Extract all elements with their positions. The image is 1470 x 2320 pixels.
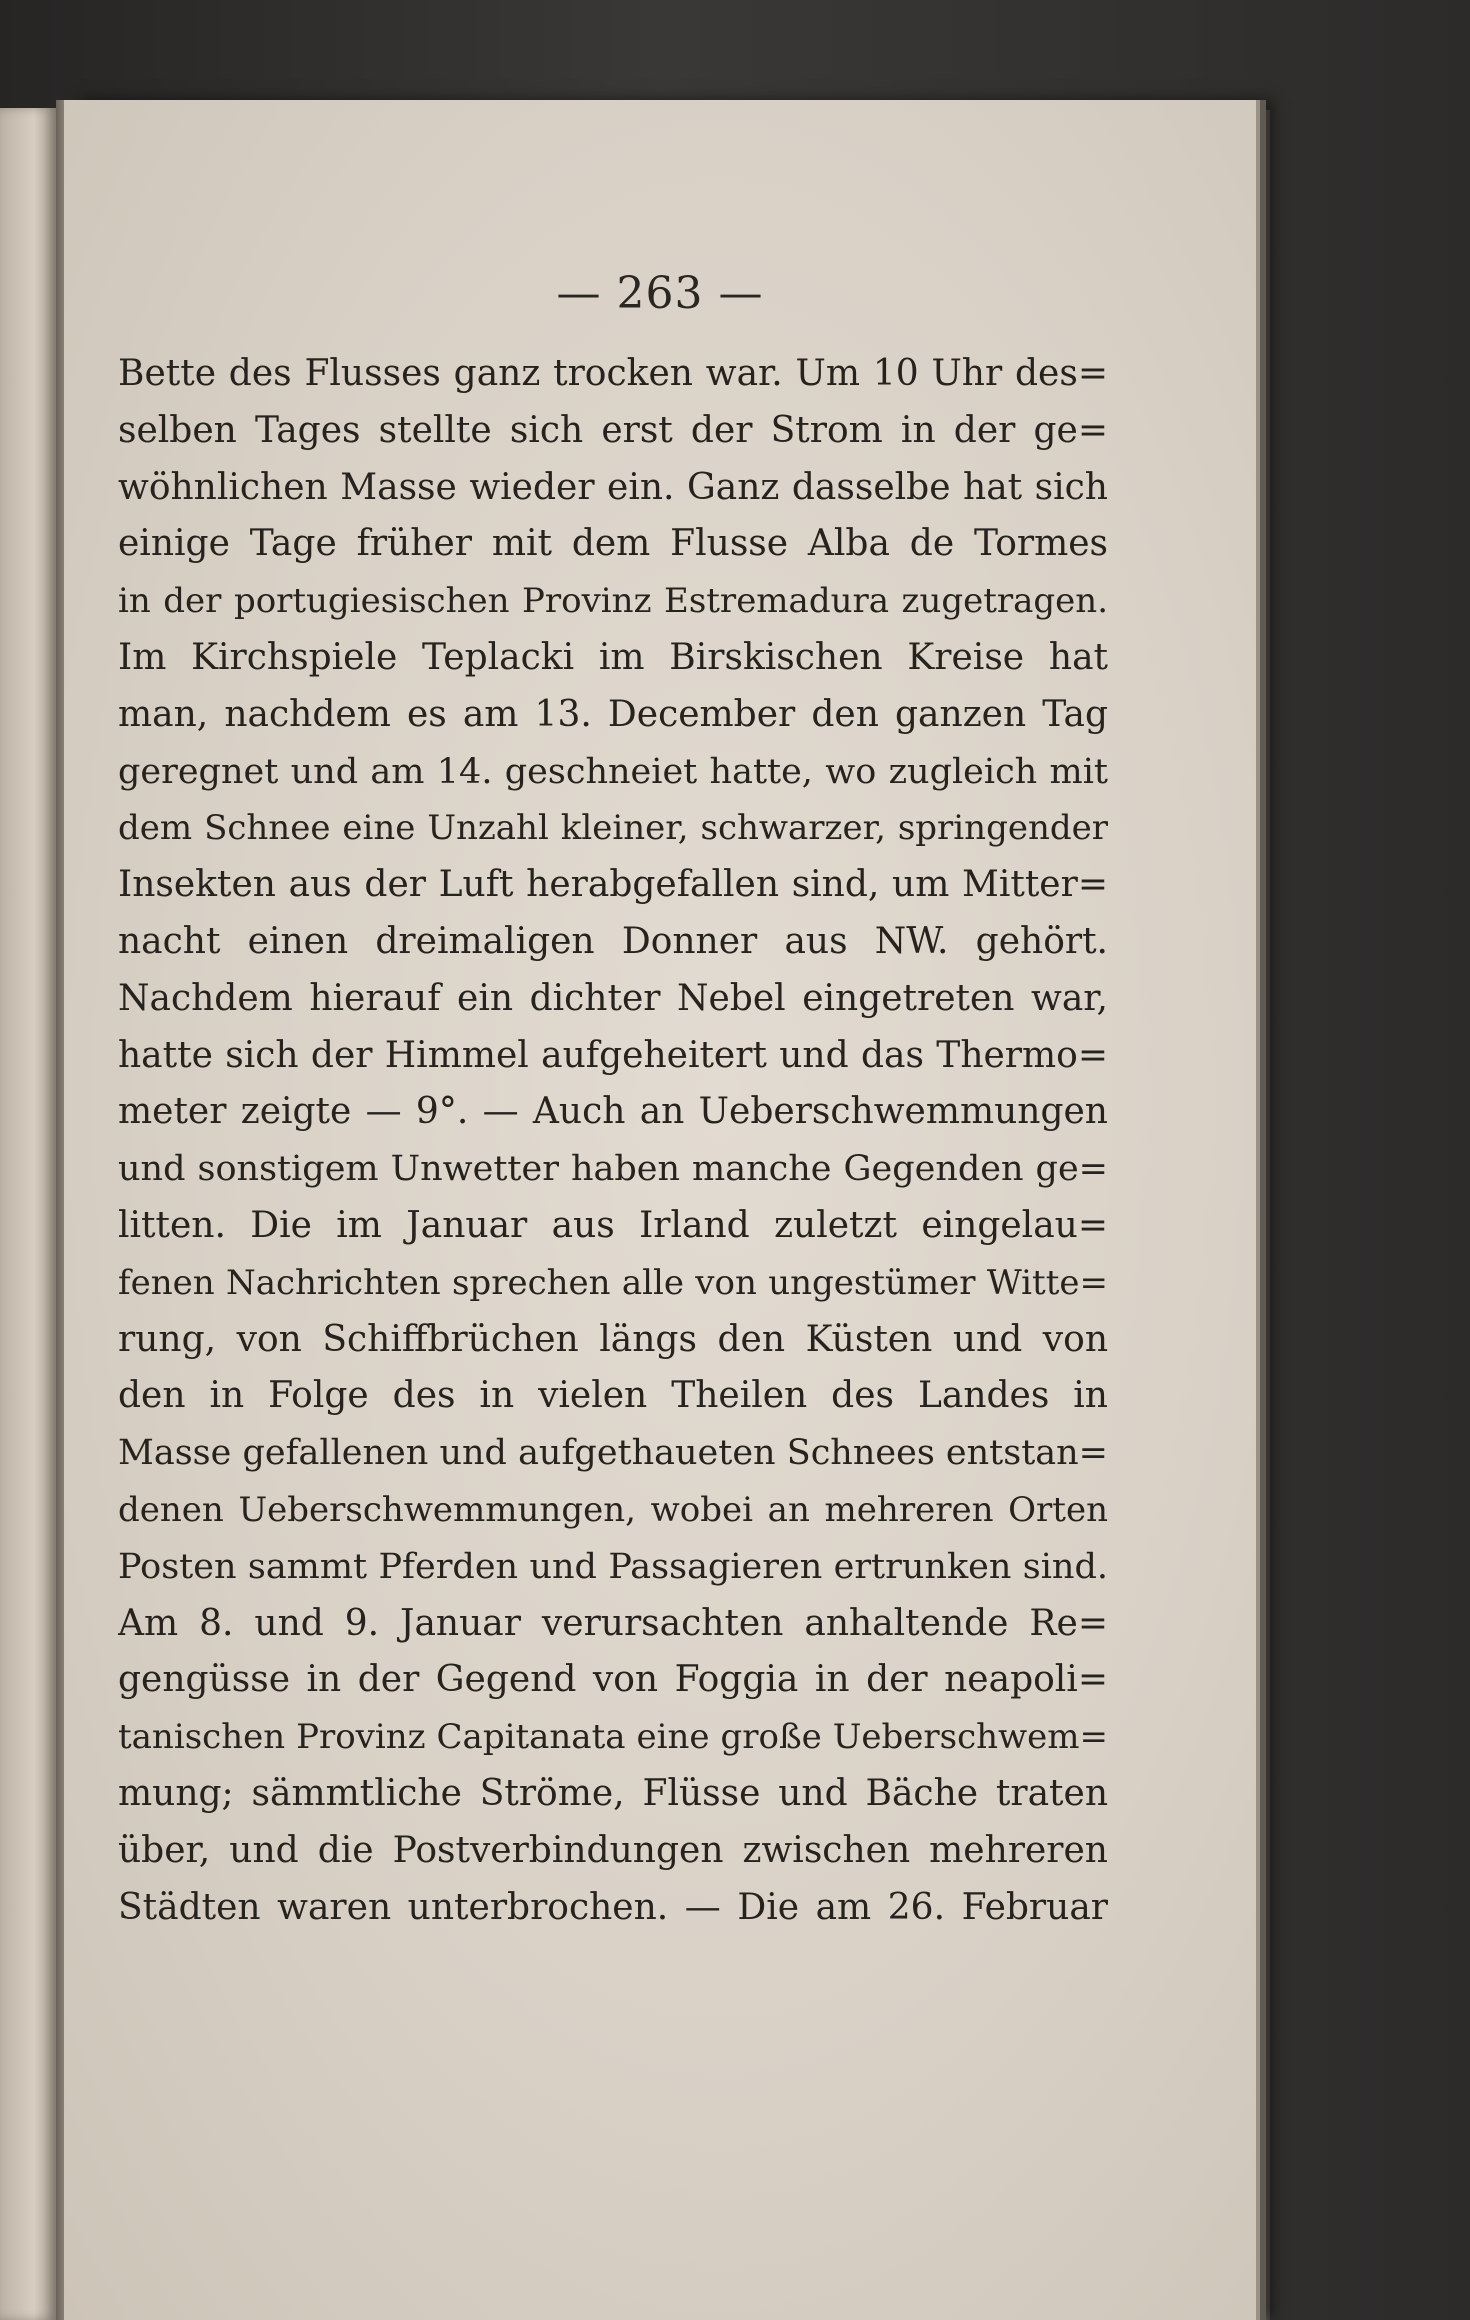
text-line: Am 8. und 9. Januar verursachten anhaltende Re= bbox=[118, 1602, 1108, 1644]
book-page bbox=[64, 100, 1256, 2320]
text-line: Städten waren unterbrochen. — Die am 26. Februar bbox=[118, 1886, 1108, 1928]
text-line: Bette des Flusses ganz trocken war. Um 10 Uhr des= bbox=[118, 353, 1108, 394]
previous-page-edge bbox=[0, 108, 56, 2320]
text-line: in der portugiesischen Provinz Estremadura zugetragen. bbox=[118, 581, 1108, 622]
text-line: mung; sämmtliche Ströme, Flüsse und Bäche traten bbox=[118, 1772, 1108, 1814]
text-line: fenen Nachrichten sprechen alle von ungestümer Witte= bbox=[118, 1262, 1108, 1303]
text-line: dem Schnee eine Unzahl kleiner, schwarzer, springender bbox=[118, 808, 1108, 849]
text-line: einige Tage früher mit dem Flusse Alba de Tormes bbox=[118, 523, 1108, 565]
text-line: Masse gefallenen und aufgethaueten Schnees entstan= bbox=[118, 1433, 1108, 1474]
text-line: tanischen Provinz Capitanata eine große Ueberschwem= bbox=[118, 1717, 1108, 1758]
text-line: Nachdem hierauf ein dichter Nebel eingetreten war, bbox=[118, 977, 1108, 1019]
text-line: den in Folge des in vielen Theilen des Landes in bbox=[118, 1375, 1108, 1417]
text-line: nacht einen dreimaligen Donner aus NW. gehört. bbox=[118, 920, 1108, 962]
page-block-edge bbox=[1256, 110, 1270, 2320]
text-line: und sonstigem Unwetter haben manche Gegenden ge= bbox=[118, 1149, 1108, 1190]
text-line: geregnet und am 14. geschneiet hatte, wo zugleich mit bbox=[118, 751, 1108, 792]
body-text bbox=[118, 346, 1108, 1936]
text-line: rung, von Schiffbrüchen längs den Küsten und von bbox=[118, 1318, 1108, 1360]
text-line: wöhnlichen Masse wieder ein. Ganz dasselbe hat sich bbox=[118, 466, 1108, 508]
text-line: meter zeigte — 9°. — Auch an Ueberschwemmungen bbox=[118, 1091, 1108, 1133]
text-line: gengüsse in der Gegend von Foggia in der neapoli= bbox=[118, 1659, 1108, 1701]
page-number-header: — 263 — bbox=[556, 268, 764, 319]
text-line: denen Ueberschwemmungen, wobei an mehreren Orten bbox=[118, 1489, 1108, 1530]
text-line: Im Kirchspiele Teplacki im Birskischen Kreise hat bbox=[118, 636, 1108, 678]
text-line: selben Tages stellte sich erst der Strom in der ge= bbox=[118, 409, 1108, 451]
text-line: hatte sich der Himmel aufgeheitert und das Thermo= bbox=[118, 1034, 1108, 1076]
text-line: litten. Die im Januar aus Irland zuletzt eingelau= bbox=[118, 1204, 1108, 1246]
text-line: Posten sammt Pferden und Passagieren ertrunken sind. bbox=[118, 1546, 1108, 1587]
text-line: man, nachdem es am 13. December den ganzen Tag bbox=[118, 693, 1108, 735]
text-line: über, und die Postverbindungen zwischen mehreren bbox=[118, 1829, 1108, 1871]
text-line: Insekten aus der Luft herabgefallen sind, um Mitter= bbox=[118, 864, 1108, 906]
